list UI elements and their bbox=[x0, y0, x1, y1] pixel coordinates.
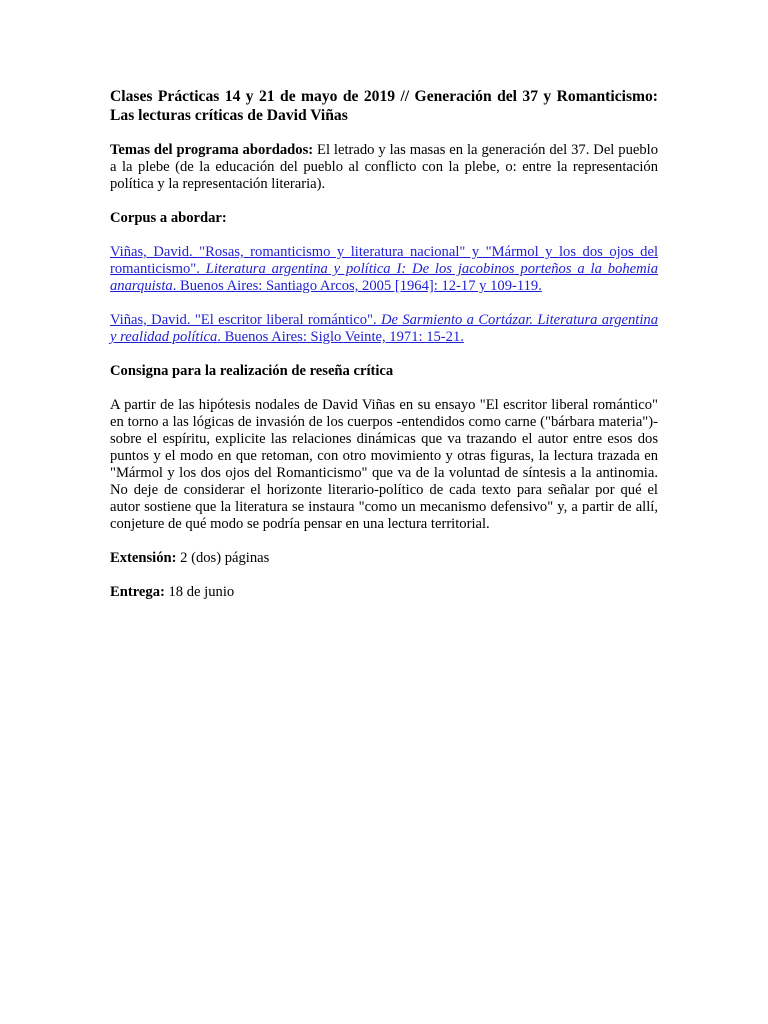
temas-paragraph bbox=[110, 142, 658, 193]
document-title: Clases Prácticas 14 y 21 de mayo de 2019 // Generación del 37 y Romanticismo: Las lecturas críticas de David Viñas bbox=[110, 88, 658, 124]
temas-label: Temas del programa abordados: bbox=[110, 142, 314, 158]
extension-line bbox=[110, 550, 658, 567]
citation-2-pre: Viñas, David. "El escritor liberal romántico". bbox=[110, 312, 381, 328]
consigna-text: A partir de las hipótesis nodales de David Viñas en su ensayo "El escritor liberal romántico" en torno a las lógicas de invasión de los cuerpos -entendidos como carne ("bárbara materia")- sobre el espíritu, explicite las relaciones dinámicas que va trazando el autor entre esos dos puntos y el modo en que retoman, con otro movimiento y otras figuras, la lectura trazada en "Mármol y los dos ojos del Romanticismo" que va de la voluntad de síntesis a la antinomia. No deje de considerar el horizonte literario-político de cada texto para señalar por qué el autor sostiene que la literatura se instaura "como un mecanismo defensivo" y, a partir de allí, conjeture de qué modo se podría pensar en una lectura territorial. bbox=[110, 397, 658, 532]
corpus-citation-2 bbox=[110, 312, 658, 346]
citation-1-post: . Buenos Aires: Santiago Arcos, 2005 [1964]: 12-17 y 109-119. bbox=[172, 278, 542, 294]
corpus-heading: Corpus a abordar: bbox=[110, 210, 227, 226]
citation-1-title: Literatura argentina y política I: De los jacobinos porteños a la bohemia anarquista bbox=[110, 261, 658, 294]
entrega-line bbox=[110, 584, 658, 601]
extension-value: 2 (dos) páginas bbox=[176, 550, 270, 566]
corpus-citation-1 bbox=[110, 244, 658, 295]
citation-1-pre: Viñas, David. "Rosas, romanticismo y literatura nacional" y "Mármol y los dos ojos del romanticismo". bbox=[110, 244, 658, 277]
document-page bbox=[110, 87, 658, 601]
citation-link-2[interactable] bbox=[110, 312, 658, 345]
citation-2-title: De Sarmiento a Cortázar. Literatura argentina y realidad política bbox=[110, 312, 658, 345]
temas-text: El letrado y las masas en la generación del 37. Del pueblo a la plebe (de la educación del pueblo al conflicto con la plebe, o: entre la representación política y la representación literaria). bbox=[110, 142, 658, 192]
extension-label: Extensión: bbox=[110, 550, 177, 566]
citation-link-1[interactable] bbox=[110, 244, 658, 294]
entrega-label: Entrega: bbox=[110, 584, 165, 600]
consigna-heading: Consigna para la realización de reseña crítica bbox=[110, 363, 394, 379]
entrega-value: 18 de junio bbox=[164, 584, 235, 600]
citation-2-post: . Buenos Aires: Siglo Veinte, 1971: 15-21. bbox=[217, 329, 464, 345]
